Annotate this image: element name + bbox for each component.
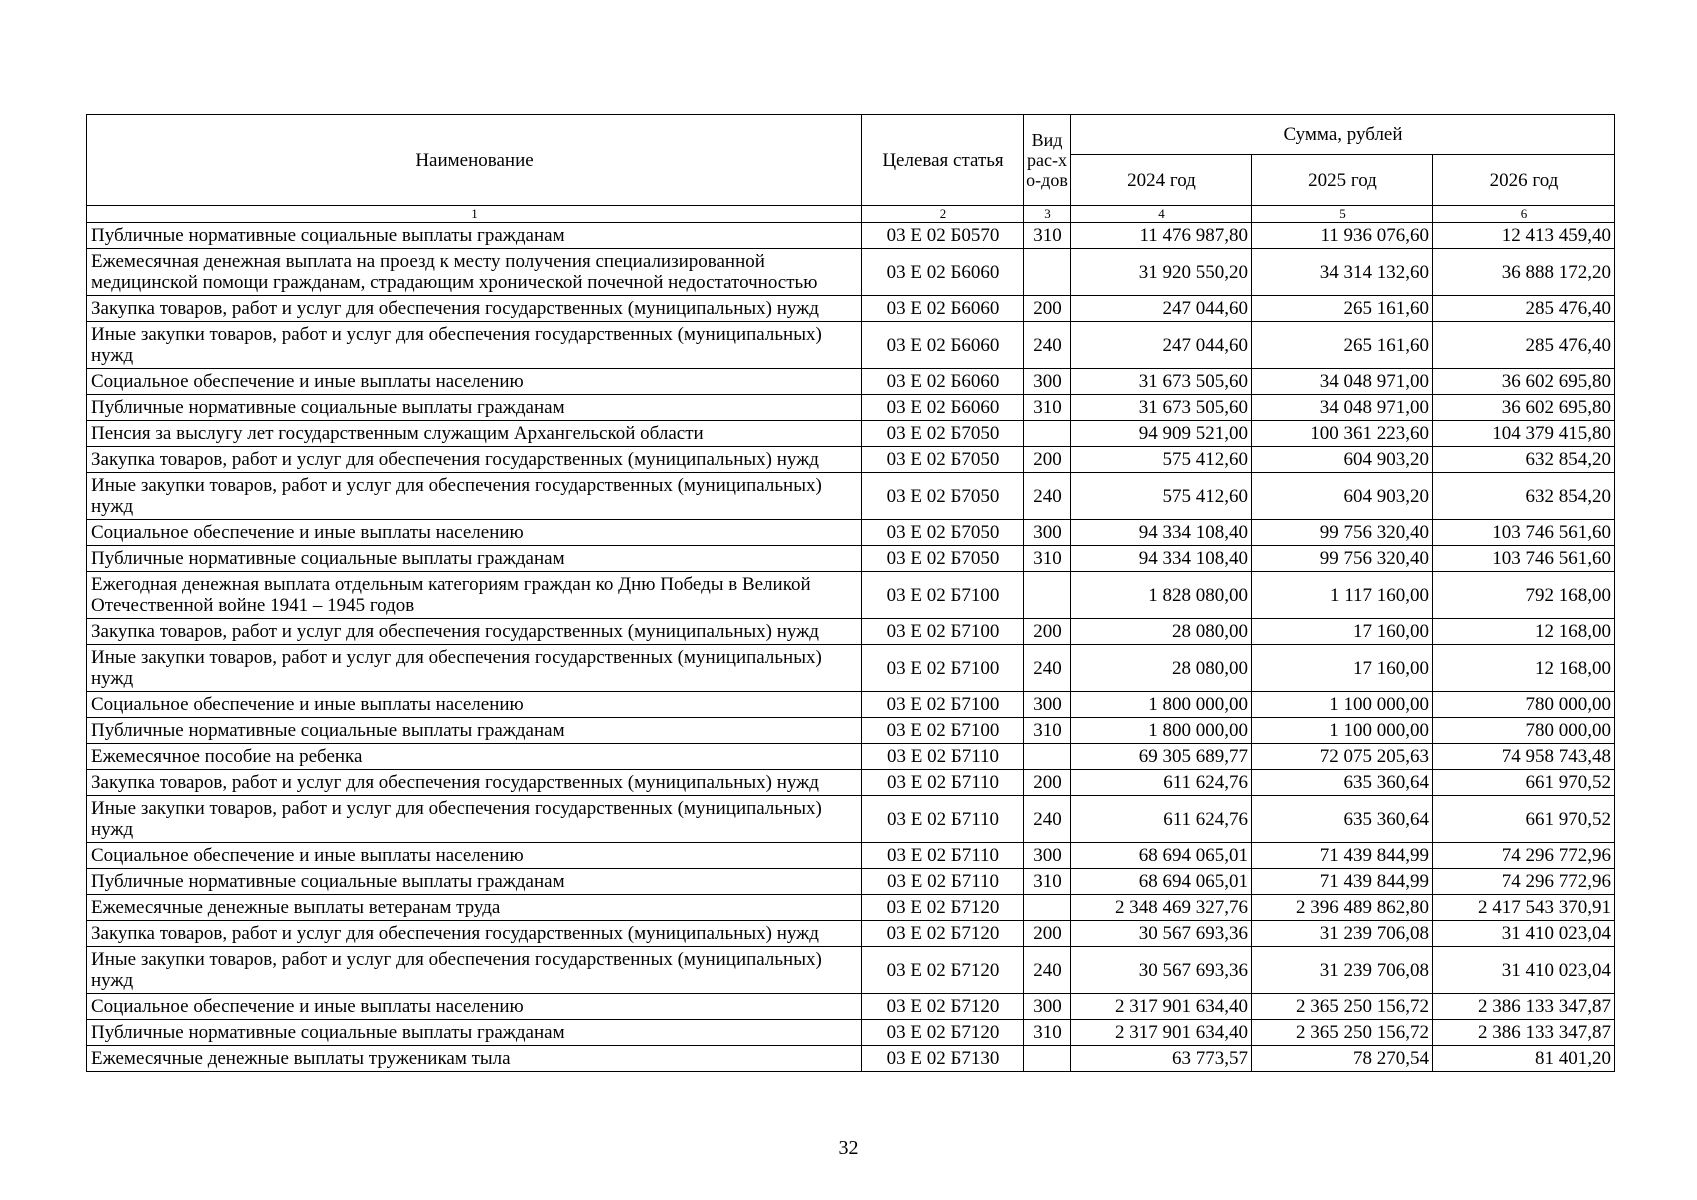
row-expense-type: 200 [1024, 296, 1071, 322]
row-amount-2025: 31 239 706,08 [1252, 921, 1433, 947]
row-name: Социальное обеспечение и иные выплаты населению [87, 843, 862, 869]
table-row [87, 223, 1615, 249]
row-name: Ежемесячные денежные выплаты ветеранам труда [87, 895, 862, 921]
row-target-article: 03 Е 02 Б7120 [862, 921, 1024, 947]
row-amount-2024: 31 673 505,60 [1071, 395, 1252, 421]
column-number-4: 4 [1071, 206, 1252, 223]
row-amount-2024: 2 348 469 327,76 [1071, 895, 1252, 921]
row-name: Пенсия за выслугу лет государственным служащим Архангельской области [87, 421, 862, 447]
row-amount-2026: 2 386 133 347,87 [1433, 1020, 1615, 1046]
column-number-5: 5 [1252, 206, 1433, 223]
row-amount-2025: 1 100 000,00 [1252, 718, 1433, 744]
row-amount-2026: 36 602 695,80 [1433, 369, 1615, 395]
row-target-article: 03 Е 02 Б7050 [862, 421, 1024, 447]
row-amount-2026: 285 476,40 [1433, 322, 1615, 369]
row-expense-type: 200 [1024, 921, 1071, 947]
row-name: Иные закупки товаров, работ и услуг для обеспечения государственных (муниципальных) нужд [87, 473, 862, 520]
page-number: 32 [838, 1137, 859, 1159]
row-amount-2024: 94 334 108,40 [1071, 520, 1252, 546]
row-expense-type: 240 [1024, 645, 1071, 692]
table-row [87, 1046, 1615, 1072]
row-target-article: 03 Е 02 Б7110 [862, 770, 1024, 796]
table-row [87, 447, 1615, 473]
row-amount-2024: 1 828 080,00 [1071, 572, 1252, 619]
row-amount-2025: 635 360,64 [1252, 770, 1433, 796]
row-expense-type: 300 [1024, 520, 1071, 546]
row-amount-2025: 71 439 844,99 [1252, 843, 1433, 869]
table-row [87, 546, 1615, 572]
header-year-2024: 2024 год [1071, 155, 1252, 206]
row-amount-2026: 12 168,00 [1433, 619, 1615, 645]
row-amount-2026: 36 888 172,20 [1433, 249, 1615, 296]
table-row [87, 421, 1615, 447]
table-row [87, 1020, 1615, 1046]
row-expense-type: 240 [1024, 796, 1071, 843]
row-name: Ежегодная денежная выплата отдельным категориям граждан ко Дню Победы в Великой Отечественной войне 1941 – 1945 годов [87, 572, 862, 619]
row-target-article: 03 Е 02 Б7100 [862, 645, 1024, 692]
row-target-article: 03 Е 02 Б7100 [862, 718, 1024, 744]
row-name: Социальное обеспечение и иные выплаты населению [87, 369, 862, 395]
row-expense-type: 200 [1024, 619, 1071, 645]
table-row [87, 921, 1615, 947]
table-row [87, 572, 1615, 619]
row-name: Ежемесячные денежные выплаты труженикам тыла [87, 1046, 862, 1072]
row-amount-2025: 17 160,00 [1252, 645, 1433, 692]
table-row [87, 744, 1615, 770]
table-row [87, 369, 1615, 395]
column-number-3: 3 [1024, 206, 1071, 223]
row-amount-2026: 36 602 695,80 [1433, 395, 1615, 421]
budget-table [86, 114, 1615, 1072]
row-name: Закупка товаров, работ и услуг для обеспечения государственных (муниципальных) нужд [87, 296, 862, 322]
row-amount-2024: 611 624,76 [1071, 770, 1252, 796]
table-row [87, 249, 1615, 296]
row-expense-type: 310 [1024, 1020, 1071, 1046]
table-row [87, 619, 1615, 645]
row-amount-2024: 247 044,60 [1071, 296, 1252, 322]
row-target-article: 03 Е 02 Б6060 [862, 369, 1024, 395]
row-amount-2025: 2 396 489 862,80 [1252, 895, 1433, 921]
header-year-2026: 2026 год [1433, 155, 1615, 206]
row-amount-2024: 575 412,60 [1071, 473, 1252, 520]
row-target-article: 03 Е 02 Б7120 [862, 947, 1024, 994]
row-amount-2025: 72 075 205,63 [1252, 744, 1433, 770]
row-amount-2025: 265 161,60 [1252, 296, 1433, 322]
row-amount-2026: 632 854,20 [1433, 473, 1615, 520]
row-amount-2024: 575 412,60 [1071, 447, 1252, 473]
row-amount-2026: 12 413 459,40 [1433, 223, 1615, 249]
row-amount-2026: 103 746 561,60 [1433, 546, 1615, 572]
row-name: Ежемесячная денежная выплата на проезд к месту получения специализированной медицинской помощи гражданам, страдающим хронической почечной недостаточностью [87, 249, 862, 296]
table-row [87, 395, 1615, 421]
row-amount-2025: 2 365 250 156,72 [1252, 994, 1433, 1020]
row-name: Публичные нормативные социальные выплаты гражданам [87, 546, 862, 572]
row-amount-2026: 74 296 772,96 [1433, 843, 1615, 869]
row-name: Социальное обеспечение и иные выплаты населению [87, 994, 862, 1020]
row-amount-2025: 2 365 250 156,72 [1252, 1020, 1433, 1046]
row-amount-2024: 94 909 521,00 [1071, 421, 1252, 447]
row-amount-2025: 71 439 844,99 [1252, 869, 1433, 895]
table-row [87, 718, 1615, 744]
row-target-article: 03 Е 02 Б7120 [862, 895, 1024, 921]
row-name: Ежемесячное пособие на ребенка [87, 744, 862, 770]
row-amount-2025: 17 160,00 [1252, 619, 1433, 645]
table-row [87, 869, 1615, 895]
row-target-article: 03 Е 02 Б6060 [862, 296, 1024, 322]
row-expense-type: 310 [1024, 546, 1071, 572]
row-target-article: 03 Е 02 Б7100 [862, 619, 1024, 645]
row-expense-type: 300 [1024, 369, 1071, 395]
row-amount-2025: 34 314 132,60 [1252, 249, 1433, 296]
row-amount-2026: 2 386 133 347,87 [1433, 994, 1615, 1020]
row-amount-2025: 34 048 971,00 [1252, 369, 1433, 395]
row-amount-2025: 100 361 223,60 [1252, 421, 1433, 447]
row-expense-type [1024, 249, 1071, 296]
row-amount-2024: 1 800 000,00 [1071, 718, 1252, 744]
row-amount-2025: 31 239 706,08 [1252, 947, 1433, 994]
row-amount-2024: 94 334 108,40 [1071, 546, 1252, 572]
row-expense-type [1024, 744, 1071, 770]
row-target-article: 03 Е 02 Б7100 [862, 692, 1024, 718]
table-row [87, 895, 1615, 921]
column-number-1: 1 [87, 206, 862, 223]
row-target-article: 03 Е 02 Б7050 [862, 447, 1024, 473]
row-expense-type: 200 [1024, 770, 1071, 796]
row-name: Закупка товаров, работ и услуг для обеспечения государственных (муниципальных) нужд [87, 447, 862, 473]
row-expense-type: 310 [1024, 869, 1071, 895]
table-row [87, 770, 1615, 796]
table-row [87, 843, 1615, 869]
row-amount-2026: 74 958 743,48 [1433, 744, 1615, 770]
row-amount-2026: 103 746 561,60 [1433, 520, 1615, 546]
row-target-article: 03 Е 02 Б7050 [862, 546, 1024, 572]
row-expense-type [1024, 421, 1071, 447]
row-target-article: 03 Е 02 Б7110 [862, 869, 1024, 895]
row-amount-2024: 30 567 693,36 [1071, 947, 1252, 994]
row-amount-2024: 28 080,00 [1071, 619, 1252, 645]
row-amount-2025: 11 936 076,60 [1252, 223, 1433, 249]
row-target-article: 03 Е 02 Б0570 [862, 223, 1024, 249]
row-amount-2026: 661 970,52 [1433, 770, 1615, 796]
table-row [87, 796, 1615, 843]
row-expense-type [1024, 895, 1071, 921]
row-amount-2026: 12 168,00 [1433, 645, 1615, 692]
row-expense-type: 310 [1024, 223, 1071, 249]
row-amount-2026: 780 000,00 [1433, 718, 1615, 744]
row-expense-type [1024, 572, 1071, 619]
row-amount-2025: 99 756 320,40 [1252, 520, 1433, 546]
row-amount-2024: 11 476 987,80 [1071, 223, 1252, 249]
table-row [87, 645, 1615, 692]
row-name: Закупка товаров, работ и услуг для обеспечения государственных (муниципальных) нужд [87, 770, 862, 796]
row-amount-2024: 31 673 505,60 [1071, 369, 1252, 395]
row-amount-2024: 28 080,00 [1071, 645, 1252, 692]
row-target-article: 03 Е 02 Б7050 [862, 473, 1024, 520]
row-amount-2026: 632 854,20 [1433, 447, 1615, 473]
row-amount-2024: 611 624,76 [1071, 796, 1252, 843]
column-number-2: 2 [862, 206, 1024, 223]
row-amount-2024: 2 317 901 634,40 [1071, 994, 1252, 1020]
row-expense-type: 300 [1024, 692, 1071, 718]
row-amount-2026: 2 417 543 370,91 [1433, 895, 1615, 921]
table-row [87, 520, 1615, 546]
row-target-article: 03 Е 02 Б7110 [862, 843, 1024, 869]
header-expense-type: Вид рас-хо-дов [1024, 115, 1071, 206]
row-expense-type: 300 [1024, 843, 1071, 869]
row-name: Публичные нормативные социальные выплаты гражданам [87, 223, 862, 249]
budget-table-container [86, 114, 1614, 1072]
row-amount-2026: 792 168,00 [1433, 572, 1615, 619]
row-amount-2026: 104 379 415,80 [1433, 421, 1615, 447]
row-name: Публичные нормативные социальные выплаты гражданам [87, 1020, 862, 1046]
row-target-article: 03 Е 02 Б7110 [862, 796, 1024, 843]
header-target-article: Целевая статья [862, 115, 1024, 206]
row-expense-type: 240 [1024, 473, 1071, 520]
table-row [87, 322, 1615, 369]
row-amount-2024: 30 567 693,36 [1071, 921, 1252, 947]
row-amount-2024: 31 920 550,20 [1071, 249, 1252, 296]
row-amount-2025: 604 903,20 [1252, 473, 1433, 520]
row-target-article: 03 Е 02 Б7110 [862, 744, 1024, 770]
row-name: Публичные нормативные социальные выплаты гражданам [87, 869, 862, 895]
row-expense-type [1024, 1046, 1071, 1072]
row-expense-type: 300 [1024, 994, 1071, 1020]
table-row [87, 296, 1615, 322]
table-body [87, 223, 1615, 1072]
row-expense-type: 200 [1024, 447, 1071, 473]
row-name: Иные закупки товаров, работ и услуг для обеспечения государственных (муниципальных) нужд [87, 947, 862, 994]
row-expense-type: 240 [1024, 322, 1071, 369]
row-expense-type: 240 [1024, 947, 1071, 994]
row-name: Социальное обеспечение и иные выплаты населению [87, 692, 862, 718]
header-sum: Сумма, рублей [1071, 115, 1615, 155]
row-amount-2025: 265 161,60 [1252, 322, 1433, 369]
row-target-article: 03 Е 02 Б7100 [862, 572, 1024, 619]
row-expense-type: 310 [1024, 718, 1071, 744]
table-row [87, 692, 1615, 718]
row-amount-2024: 68 694 065,01 [1071, 843, 1252, 869]
table-row [87, 473, 1615, 520]
row-amount-2025: 78 270,54 [1252, 1046, 1433, 1072]
table-row [87, 994, 1615, 1020]
row-amount-2025: 604 903,20 [1252, 447, 1433, 473]
header-name: Наименование [87, 115, 862, 206]
row-amount-2026: 81 401,20 [1433, 1046, 1615, 1072]
row-amount-2025: 1 117 160,00 [1252, 572, 1433, 619]
row-amount-2025: 635 360,64 [1252, 796, 1433, 843]
row-target-article: 03 Е 02 Б6060 [862, 322, 1024, 369]
row-amount-2024: 63 773,57 [1071, 1046, 1252, 1072]
row-target-article: 03 Е 02 Б7120 [862, 1020, 1024, 1046]
row-amount-2024: 68 694 065,01 [1071, 869, 1252, 895]
row-amount-2024: 2 317 901 634,40 [1071, 1020, 1252, 1046]
row-name: Социальное обеспечение и иные выплаты населению [87, 520, 862, 546]
column-number-6: 6 [1433, 206, 1615, 223]
row-name: Иные закупки товаров, работ и услуг для обеспечения государственных (муниципальных) нужд [87, 322, 862, 369]
row-amount-2026: 285 476,40 [1433, 296, 1615, 322]
row-target-article: 03 Е 02 Б7050 [862, 520, 1024, 546]
row-name: Закупка товаров, работ и услуг для обеспечения государственных (муниципальных) нужд [87, 619, 862, 645]
row-target-article: 03 Е 02 Б7120 [862, 994, 1024, 1020]
row-amount-2025: 34 048 971,00 [1252, 395, 1433, 421]
row-amount-2026: 661 970,52 [1433, 796, 1615, 843]
row-amount-2026: 31 410 023,04 [1433, 921, 1615, 947]
row-name: Публичные нормативные социальные выплаты гражданам [87, 395, 862, 421]
row-name: Закупка товаров, работ и услуг для обеспечения государственных (муниципальных) нужд [87, 921, 862, 947]
row-target-article: 03 Е 02 Б6060 [862, 249, 1024, 296]
row-expense-type: 310 [1024, 395, 1071, 421]
row-amount-2026: 74 296 772,96 [1433, 869, 1615, 895]
row-amount-2025: 99 756 320,40 [1252, 546, 1433, 572]
row-amount-2024: 1 800 000,00 [1071, 692, 1252, 718]
row-name: Публичные нормативные социальные выплаты гражданам [87, 718, 862, 744]
row-target-article: 03 Е 02 Б7130 [862, 1046, 1024, 1072]
row-amount-2024: 69 305 689,77 [1071, 744, 1252, 770]
row-amount-2026: 31 410 023,04 [1433, 947, 1615, 994]
table-row [87, 947, 1615, 994]
row-amount-2026: 780 000,00 [1433, 692, 1615, 718]
row-amount-2025: 1 100 000,00 [1252, 692, 1433, 718]
row-target-article: 03 Е 02 Б6060 [862, 395, 1024, 421]
row-name: Иные закупки товаров, работ и услуг для обеспечения государственных (муниципальных) нужд [87, 645, 862, 692]
header-year-2025: 2025 год [1252, 155, 1433, 206]
row-amount-2024: 247 044,60 [1071, 322, 1252, 369]
row-name: Иные закупки товаров, работ и услуг для обеспечения государственных (муниципальных) нужд [87, 796, 862, 843]
